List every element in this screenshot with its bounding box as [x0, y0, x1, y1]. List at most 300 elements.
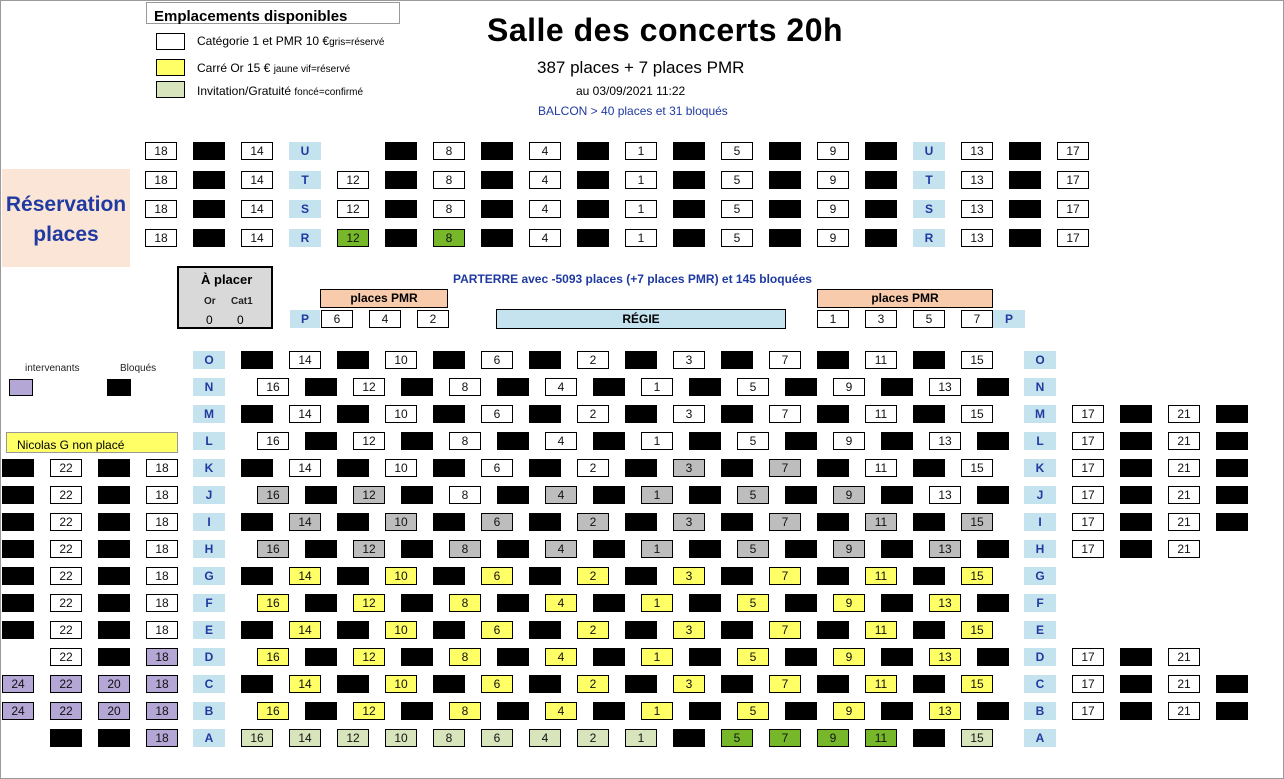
seat-b-left-3[interactable]: 18	[146, 702, 178, 720]
seat-d-0[interactable]: 16	[257, 648, 289, 666]
seat-k-1[interactable]: 14	[289, 459, 321, 477]
seat-r-14[interactable]: 9	[817, 229, 849, 247]
row-label-n: N	[193, 378, 225, 396]
seat-i-14	[913, 513, 945, 531]
seat-h-8[interactable]: 1	[641, 540, 673, 558]
seat-u-5	[385, 142, 417, 160]
seat-c-right-0[interactable]: 17	[1072, 675, 1104, 693]
seat-f-10[interactable]: 5	[737, 594, 769, 612]
seat-h-14[interactable]: 13	[929, 540, 961, 558]
seat-u-19[interactable]: 17	[1057, 142, 1089, 160]
seat-l-right-0[interactable]: 17	[1072, 432, 1104, 450]
seat-j-right-3	[1216, 486, 1248, 504]
row-label-r: R	[289, 229, 321, 247]
seat-m-6	[529, 405, 561, 423]
seat-l-6[interactable]: 4	[545, 432, 577, 450]
seat-g-left-3[interactable]: 18	[146, 567, 178, 585]
seat-r-2[interactable]: 14	[241, 229, 273, 247]
seat-c-5[interactable]: 6	[481, 675, 513, 693]
seat-d-10[interactable]: 5	[737, 648, 769, 666]
seat-s-12[interactable]: 5	[721, 200, 753, 218]
seat-a-1[interactable]: 14	[289, 729, 321, 747]
row-label-u: U	[289, 142, 321, 160]
seat-i-right-2[interactable]: 21	[1168, 513, 1200, 531]
seat-n-6[interactable]: 4	[545, 378, 577, 396]
seat-r-18	[1009, 229, 1041, 247]
seat-u-14[interactable]: 9	[817, 142, 849, 160]
seat-g-12	[817, 567, 849, 585]
seat-r-12[interactable]: 5	[721, 229, 753, 247]
seat-h-2[interactable]: 12	[353, 540, 385, 558]
seat-e-left-3[interactable]: 18	[146, 621, 178, 639]
seat-e-3[interactable]: 10	[385, 621, 417, 639]
seat-k-right-2[interactable]: 21	[1168, 459, 1200, 477]
seat-a-12[interactable]: 9	[817, 729, 849, 747]
row-label-s: S	[289, 200, 321, 218]
seat-c-10	[721, 675, 753, 693]
seat-d-14[interactable]: 13	[929, 648, 961, 666]
seat-k-left-2	[98, 459, 130, 477]
seat-o-7[interactable]: 2	[577, 351, 609, 369]
seat-s-10[interactable]: 1	[625, 200, 657, 218]
seat-d-6[interactable]: 4	[545, 648, 577, 666]
seat-m-11[interactable]: 7	[769, 405, 801, 423]
seat-k-7[interactable]: 2	[577, 459, 609, 477]
seat-l-9	[689, 432, 721, 450]
seat-c-4	[433, 675, 465, 693]
seat-h-0[interactable]: 16	[257, 540, 289, 558]
seat-n-14[interactable]: 13	[929, 378, 961, 396]
seat-d-left-1[interactable]: 22	[50, 648, 82, 666]
seat-b-left-1[interactable]: 22	[50, 702, 82, 720]
seat-t-0[interactable]: 18	[145, 171, 177, 189]
seat-o-13[interactable]: 11	[865, 351, 897, 369]
seat-m-13[interactable]: 11	[865, 405, 897, 423]
seat-c-left-2[interactable]: 20	[98, 675, 130, 693]
row-label-n-right: N	[1024, 378, 1056, 396]
seat-b-1	[305, 702, 337, 720]
seat-t-10[interactable]: 1	[625, 171, 657, 189]
seat-h-right-1	[1120, 540, 1152, 558]
seat-i-right-3	[1216, 513, 1248, 531]
seat-g-1[interactable]: 14	[289, 567, 321, 585]
seat-l-14[interactable]: 13	[929, 432, 961, 450]
seat-i-5[interactable]: 6	[481, 513, 513, 531]
seat-o-9[interactable]: 3	[673, 351, 705, 369]
seat-k-13[interactable]: 11	[865, 459, 897, 477]
seat-n-0[interactable]: 16	[257, 378, 289, 396]
seat-i-0	[241, 513, 273, 531]
seat-e-11[interactable]: 7	[769, 621, 801, 639]
seat-c-right-2[interactable]: 21	[1168, 675, 1200, 693]
seat-i-right-0[interactable]: 17	[1072, 513, 1104, 531]
row-label-k: K	[193, 459, 225, 477]
seat-e-7[interactable]: 2	[577, 621, 609, 639]
seat-l-2[interactable]: 12	[353, 432, 385, 450]
row-label-m: M	[193, 405, 225, 423]
seat-b-12[interactable]: 9	[833, 702, 865, 720]
reservation-label[interactable]: Réservation places	[5, 193, 127, 246]
seat-l-5	[497, 432, 529, 450]
seat-s-19[interactable]: 17	[1057, 200, 1089, 218]
unplaced-guest-badge[interactable]: Nicolas G non placé	[6, 432, 178, 453]
seat-r-17[interactable]: 13	[961, 229, 993, 247]
row-label-l: L	[193, 432, 225, 450]
seat-i-11[interactable]: 7	[769, 513, 801, 531]
seat-c-13[interactable]: 11	[865, 675, 897, 693]
seat-c-7[interactable]: 2	[577, 675, 609, 693]
seat-a-11[interactable]: 7	[769, 729, 801, 747]
seat-r-10[interactable]: 1	[625, 229, 657, 247]
seat-l-1	[305, 432, 337, 450]
seat-m-7[interactable]: 2	[577, 405, 609, 423]
row-label-a-right: A	[1024, 729, 1056, 747]
seat-d-4[interactable]: 8	[449, 648, 481, 666]
seat-k-5[interactable]: 6	[481, 459, 513, 477]
seat-i-9[interactable]: 3	[673, 513, 705, 531]
seat-t-4[interactable]: 12	[337, 171, 369, 189]
seat-l-4[interactable]: 8	[449, 432, 481, 450]
seat-l-8[interactable]: 1	[641, 432, 673, 450]
seat-u-11	[673, 142, 705, 160]
seat-u-17[interactable]: 13	[961, 142, 993, 160]
seat-a-13[interactable]: 11	[865, 729, 897, 747]
seat-r-11	[673, 229, 705, 247]
seat-a-7[interactable]: 2	[577, 729, 609, 747]
seat-b-right-2[interactable]: 21	[1168, 702, 1200, 720]
seat-s-4[interactable]: 12	[337, 200, 369, 218]
seat-m-1[interactable]: 14	[289, 405, 321, 423]
seat-d-1	[305, 648, 337, 666]
seat-r-6[interactable]: 8	[433, 229, 465, 247]
seat-b-right-0[interactable]: 17	[1072, 702, 1104, 720]
seat-i-15[interactable]: 15	[961, 513, 993, 531]
seat-t-12[interactable]: 5	[721, 171, 753, 189]
seat-n-4[interactable]: 8	[449, 378, 481, 396]
seat-f-8[interactable]: 1	[641, 594, 673, 612]
seat-h-12[interactable]: 9	[833, 540, 865, 558]
seat-f-12[interactable]: 9	[833, 594, 865, 612]
seat-o-5[interactable]: 6	[481, 351, 513, 369]
seat-t-19[interactable]: 17	[1057, 171, 1089, 189]
seat-t-18	[1009, 171, 1041, 189]
seat-g-9[interactable]: 3	[673, 567, 705, 585]
seat-e-13[interactable]: 11	[865, 621, 897, 639]
seat-u-10[interactable]: 1	[625, 142, 657, 160]
seat-b-3	[401, 702, 433, 720]
seat-c-15[interactable]: 15	[961, 675, 993, 693]
seat-h-left-1[interactable]: 22	[50, 540, 82, 558]
seat-c-0	[241, 675, 273, 693]
pmr-seat[interactable]: 2	[417, 310, 449, 328]
seat-e-5[interactable]: 6	[481, 621, 513, 639]
pmr-seat[interactable]: 7	[961, 310, 993, 328]
seat-m-right-0[interactable]: 17	[1072, 405, 1104, 423]
row-label-c: C	[193, 675, 225, 693]
seat-j-13	[881, 486, 913, 504]
seat-c-1[interactable]: 14	[289, 675, 321, 693]
seat-a-10[interactable]: 5	[721, 729, 753, 747]
seat-e-10	[721, 621, 753, 639]
seat-j-8[interactable]: 1	[641, 486, 673, 504]
intervenants-swatch	[9, 379, 33, 396]
seat-m-8	[625, 405, 657, 423]
seat-d-right-1	[1120, 648, 1152, 666]
legend-item-cat1	[197, 34, 384, 48]
seat-a-5[interactable]: 6	[481, 729, 513, 747]
seat-m-right-3	[1216, 405, 1248, 423]
seat-c-left-0[interactable]: 24	[2, 675, 34, 693]
seat-k-6	[529, 459, 561, 477]
row-label-t: T	[289, 171, 321, 189]
seat-d-7	[593, 648, 625, 666]
seat-m-right-2[interactable]: 21	[1168, 405, 1200, 423]
seat-a-8[interactable]: 1	[625, 729, 657, 747]
seat-n-7	[593, 378, 625, 396]
seat-g-13[interactable]: 11	[865, 567, 897, 585]
seat-e-6	[529, 621, 561, 639]
seat-f-left-3[interactable]: 18	[146, 594, 178, 612]
seat-u-1	[193, 142, 225, 160]
seat-h-10[interactable]: 5	[737, 540, 769, 558]
seat-e-14	[913, 621, 945, 639]
row-label-h-right: H	[1024, 540, 1056, 558]
seat-u-0[interactable]: 18	[145, 142, 177, 160]
seat-a-left-1	[50, 729, 82, 747]
seat-k-2	[337, 459, 369, 477]
seat-b-left-0[interactable]: 24	[2, 702, 34, 720]
row-label-r: R	[913, 229, 945, 247]
seat-c-9[interactable]: 3	[673, 675, 705, 693]
seat-f-0[interactable]: 16	[257, 594, 289, 612]
seat-b-6[interactable]: 4	[545, 702, 577, 720]
seat-d-8[interactable]: 1	[641, 648, 673, 666]
seat-m-15[interactable]: 15	[961, 405, 993, 423]
seat-s-0[interactable]: 18	[145, 200, 177, 218]
seat-a-left-2	[98, 729, 130, 747]
seat-k-right-0[interactable]: 17	[1072, 459, 1104, 477]
seat-d-left-3[interactable]: 18	[146, 648, 178, 666]
seat-c-2	[337, 675, 369, 693]
seat-j-left-1[interactable]: 22	[50, 486, 82, 504]
seat-j-14[interactable]: 13	[929, 486, 961, 504]
seat-d-left-2	[98, 648, 130, 666]
seat-b-0[interactable]: 16	[257, 702, 289, 720]
seat-e-15[interactable]: 15	[961, 621, 993, 639]
seat-t-6[interactable]: 8	[433, 171, 465, 189]
seat-r-4[interactable]: 12	[337, 229, 369, 247]
seat-j-right-2[interactable]: 21	[1168, 486, 1200, 504]
seat-a-15[interactable]: 15	[961, 729, 993, 747]
seat-b-left-2[interactable]: 20	[98, 702, 130, 720]
seat-b-4[interactable]: 8	[449, 702, 481, 720]
seat-i-1[interactable]: 14	[289, 513, 321, 531]
seat-h-right-2[interactable]: 21	[1168, 540, 1200, 558]
seat-k-9[interactable]: 3	[673, 459, 705, 477]
row-label-d: D	[193, 648, 225, 666]
seat-g-7[interactable]: 2	[577, 567, 609, 585]
seat-h-5	[497, 540, 529, 558]
row-label-b-right: B	[1024, 702, 1056, 720]
seat-d-12[interactable]: 9	[833, 648, 865, 666]
bloques-label: Bloqués	[120, 363, 157, 374]
seat-s-1	[193, 200, 225, 218]
seat-i-13[interactable]: 11	[865, 513, 897, 531]
seat-e-left-1[interactable]: 22	[50, 621, 82, 639]
seat-d-right-0[interactable]: 17	[1072, 648, 1104, 666]
seat-h-left-3[interactable]: 18	[146, 540, 178, 558]
seat-i-left-3[interactable]: 18	[146, 513, 178, 531]
seat-i-7[interactable]: 2	[577, 513, 609, 531]
row-label-p-right: P	[993, 310, 1025, 328]
seat-m-9[interactable]: 3	[673, 405, 705, 423]
seat-k-left-0	[2, 459, 34, 477]
seat-h-9	[689, 540, 721, 558]
seat-f-left-1[interactable]: 22	[50, 594, 82, 612]
seat-c-left-3[interactable]: 18	[146, 675, 178, 693]
seat-d-2[interactable]: 12	[353, 648, 385, 666]
seat-m-5[interactable]: 6	[481, 405, 513, 423]
seat-j-4[interactable]: 8	[449, 486, 481, 504]
seat-b-8[interactable]: 1	[641, 702, 673, 720]
seat-n-12[interactable]: 9	[833, 378, 865, 396]
seat-u-6[interactable]: 8	[433, 142, 465, 160]
seat-f-2[interactable]: 12	[353, 594, 385, 612]
seat-j-12[interactable]: 9	[833, 486, 865, 504]
seat-g-5[interactable]: 6	[481, 567, 513, 585]
seat-u-8[interactable]: 4	[529, 142, 561, 160]
seat-i-3[interactable]: 10	[385, 513, 417, 531]
row-label-i-right: I	[1024, 513, 1056, 531]
seat-c-11[interactable]: 7	[769, 675, 801, 693]
seat-j-0[interactable]: 16	[257, 486, 289, 504]
seat-r-19[interactable]: 17	[1057, 229, 1089, 247]
seat-o-15[interactable]: 15	[961, 351, 993, 369]
seat-t-17[interactable]: 13	[961, 171, 993, 189]
seat-j-6[interactable]: 4	[545, 486, 577, 504]
seat-s-14[interactable]: 9	[817, 200, 849, 218]
seat-k-11[interactable]: 7	[769, 459, 801, 477]
seat-f-14[interactable]: 13	[929, 594, 961, 612]
seat-o-14	[913, 351, 945, 369]
legend-label: Catégorie 1 et PMR 10 €	[197, 34, 330, 48]
seat-t-2[interactable]: 14	[241, 171, 273, 189]
seat-s-17[interactable]: 13	[961, 200, 993, 218]
seat-f-6[interactable]: 4	[545, 594, 577, 612]
seat-n-8[interactable]: 1	[641, 378, 673, 396]
seat-d-right-2[interactable]: 21	[1168, 648, 1200, 666]
legend-note: jaune vif=réservé	[273, 64, 351, 75]
seat-s-8[interactable]: 4	[529, 200, 561, 218]
seat-a-4[interactable]: 8	[433, 729, 465, 747]
seat-b-9	[689, 702, 721, 720]
legend-item-invitation	[197, 84, 363, 98]
seat-f-5	[497, 594, 529, 612]
seat-n-2[interactable]: 12	[353, 378, 385, 396]
seat-h-right-0[interactable]: 17	[1072, 540, 1104, 558]
seat-e-9[interactable]: 3	[673, 621, 705, 639]
seat-e-12	[817, 621, 849, 639]
seat-c-left-1[interactable]: 22	[50, 675, 82, 693]
seat-r-9	[577, 229, 609, 247]
seat-t-8[interactable]: 4	[529, 171, 561, 189]
seat-e-2	[337, 621, 369, 639]
seat-n-10[interactable]: 5	[737, 378, 769, 396]
seat-m-3[interactable]: 10	[385, 405, 417, 423]
seat-j-2[interactable]: 12	[353, 486, 385, 504]
pmr-seat[interactable]: 5	[913, 310, 945, 328]
seat-o-10	[721, 351, 753, 369]
seat-h-6[interactable]: 4	[545, 540, 577, 558]
seat-g-15[interactable]: 15	[961, 567, 993, 585]
seat-j-left-3[interactable]: 18	[146, 486, 178, 504]
seat-k-right-3	[1216, 459, 1248, 477]
seat-u-12[interactable]: 5	[721, 142, 753, 160]
seat-t-15	[865, 171, 897, 189]
seat-u-2[interactable]: 14	[241, 142, 273, 160]
seat-r-0[interactable]: 18	[145, 229, 177, 247]
seat-l-10[interactable]: 5	[737, 432, 769, 450]
seat-j-right-0[interactable]: 17	[1072, 486, 1104, 504]
seat-g-left-1[interactable]: 22	[50, 567, 82, 585]
seat-k-right-1	[1120, 459, 1152, 477]
seat-a-0[interactable]: 16	[241, 729, 273, 747]
seat-k-3[interactable]: 10	[385, 459, 417, 477]
seat-b-2[interactable]: 12	[353, 702, 385, 720]
pmr-seat[interactable]: 3	[865, 310, 897, 328]
seat-a-6[interactable]: 4	[529, 729, 561, 747]
seat-l-0[interactable]: 16	[257, 432, 289, 450]
seat-k-left-1[interactable]: 22	[50, 459, 82, 477]
seat-f-4[interactable]: 8	[449, 594, 481, 612]
seat-t-14[interactable]: 9	[817, 171, 849, 189]
seat-g-11[interactable]: 7	[769, 567, 801, 585]
seat-b-5	[497, 702, 529, 720]
seat-b-10[interactable]: 5	[737, 702, 769, 720]
seat-e-1[interactable]: 14	[289, 621, 321, 639]
seat-a-3[interactable]: 10	[385, 729, 417, 747]
seat-k-15[interactable]: 15	[961, 459, 993, 477]
seat-h-4[interactable]: 8	[449, 540, 481, 558]
seat-j-10[interactable]: 5	[737, 486, 769, 504]
pmr-seat[interactable]: 4	[369, 310, 401, 328]
seat-o-1[interactable]: 14	[289, 351, 321, 369]
seat-l-12[interactable]: 9	[833, 432, 865, 450]
row-label-l-right: L	[1024, 432, 1056, 450]
seat-l-13	[881, 432, 913, 450]
pmr-seat[interactable]: 6	[321, 310, 353, 328]
bloques-swatch	[107, 379, 131, 396]
seat-s-2[interactable]: 14	[241, 200, 273, 218]
seat-o-11[interactable]: 7	[769, 351, 801, 369]
seat-k-0	[241, 459, 273, 477]
seat-i-left-1[interactable]: 22	[50, 513, 82, 531]
seat-o-3[interactable]: 10	[385, 351, 417, 369]
seat-a-2[interactable]: 12	[337, 729, 369, 747]
seat-c-3[interactable]: 10	[385, 675, 417, 693]
seat-l-right-2[interactable]: 21	[1168, 432, 1200, 450]
seat-s-6[interactable]: 8	[433, 200, 465, 218]
seat-m-0	[241, 405, 273, 423]
seat-g-3[interactable]: 10	[385, 567, 417, 585]
seat-b-14[interactable]: 13	[929, 702, 961, 720]
seat-a-left-3[interactable]: 18	[146, 729, 178, 747]
pmr-seat[interactable]: 1	[817, 310, 849, 328]
seat-k-left-3[interactable]: 18	[146, 459, 178, 477]
seat-r-8[interactable]: 4	[529, 229, 561, 247]
page-title: Salle des concerts 20h	[487, 12, 844, 48]
seat-k-12	[817, 459, 849, 477]
